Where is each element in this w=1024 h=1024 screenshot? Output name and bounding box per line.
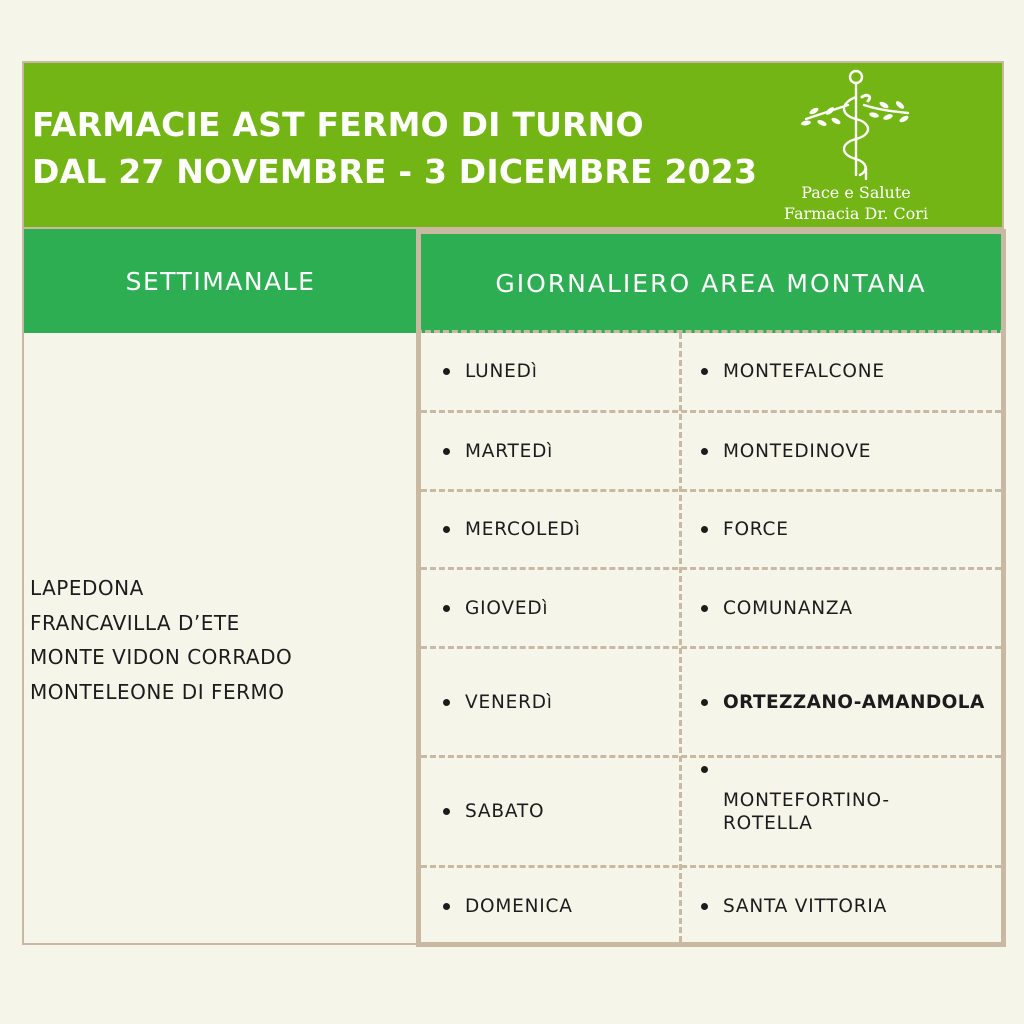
bullet-icon	[443, 526, 450, 533]
bullet-icon	[701, 766, 708, 773]
header-banner	[22, 61, 1004, 229]
town-cell	[701, 413, 1001, 489]
day-label: MARTEDì	[465, 440, 554, 462]
town-label: MONTEFALCONE	[723, 361, 885, 382]
daily-column-header: GIORNALIERO AREA MONTANA	[416, 229, 1006, 333]
town-cell	[701, 868, 1001, 945]
bullet-icon	[443, 448, 450, 455]
day-label: GIOVEDì	[465, 597, 549, 619]
page-title	[32, 101, 757, 195]
day-cell	[443, 758, 673, 865]
town-cell	[701, 649, 1001, 755]
town-cell	[701, 570, 1001, 646]
weekly-item: FRANCAVILLA D’ETE	[30, 610, 240, 635]
title-line-2: DAL 27 NOVEMBRE - 3 DICEMBRE 2023	[32, 152, 758, 191]
bullet-icon	[701, 526, 708, 533]
town-label: COMUNANZA	[723, 597, 853, 619]
day-cell	[443, 492, 673, 567]
town-label: FORCE	[723, 519, 789, 540]
town-label: ORTEZZANO-AMANDOLA	[723, 691, 985, 713]
town-label: SANTA VITTORIA	[723, 896, 888, 917]
bullet-icon	[443, 903, 450, 910]
town-cell	[701, 758, 1001, 865]
bullet-icon	[443, 699, 450, 706]
daily-schedule-table	[416, 330, 1006, 947]
town-label: MONTEDINOVE	[723, 440, 872, 462]
day-cell	[443, 413, 673, 489]
bullet-icon	[701, 448, 708, 455]
day-label: VENERDì	[465, 691, 553, 713]
bullet-icon	[701, 903, 708, 910]
day-label: LUNEDì	[465, 361, 538, 382]
caduceus-icon	[776, 67, 936, 185]
logo	[776, 67, 936, 227]
day-cell	[443, 649, 673, 755]
bullet-icon	[443, 808, 450, 815]
weekly-column-header: SETTIMANALE	[22, 229, 417, 333]
day-cell	[443, 868, 673, 945]
bullet-icon	[701, 368, 708, 375]
bullet-icon	[443, 368, 450, 375]
day-cell	[443, 333, 673, 410]
logo-text-2: Farmacia Dr. Cori	[783, 204, 929, 223]
logo-text-1: Pace e Salute	[801, 183, 911, 202]
town-cell	[701, 492, 1001, 567]
bullet-icon	[701, 699, 708, 706]
weekly-item: MONTE VIDON CORRADO	[30, 645, 293, 669]
town-label: MONTEFORTINO-ROTELLA	[723, 789, 890, 834]
day-label: MERCOLEDì	[465, 519, 581, 540]
day-label: DOMENICA	[465, 896, 573, 917]
weekly-panel	[22, 333, 418, 945]
bullet-icon	[443, 605, 450, 612]
weekly-list	[30, 571, 292, 709]
weekly-item: MONTELEONE DI FERMO	[30, 679, 285, 704]
bullet-icon	[701, 605, 708, 612]
town-cell	[701, 333, 1001, 410]
weekly-item: LAPEDONA	[30, 576, 144, 600]
day-label: SABATO	[465, 801, 545, 822]
title-line-1: FARMACIE AST FERMO DI TURNO	[32, 105, 644, 144]
column-divider	[679, 333, 682, 942]
day-cell	[443, 570, 673, 646]
